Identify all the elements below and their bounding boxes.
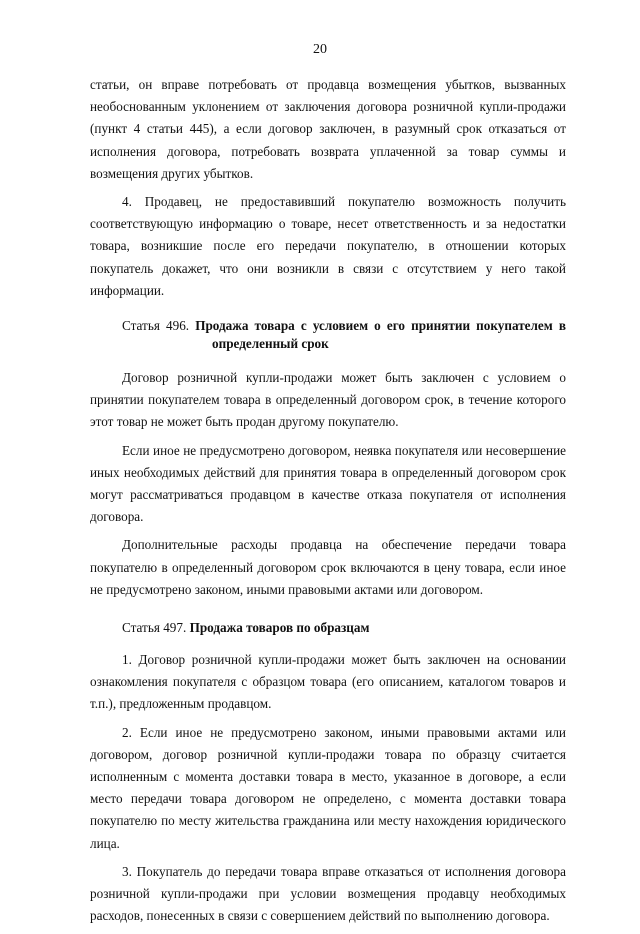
article-497-paragraph-1: 1. Договор розничной купли-продажи может быть заключен на основании ознакомления покупателя с образцом товара (его описанием, каталогом товаров и т.п.), предложенным продавцом.: [90, 652, 566, 712]
document-body: [90, 74, 566, 934]
article-496-number: Статья 496.: [122, 318, 190, 334]
article-497-heading: [90, 619, 566, 637]
page-number: 20: [313, 42, 327, 57]
article-497-number: Статья 497.: [122, 620, 187, 636]
article-496-paragraph-2: Если иное не предусмотрено договором, неявка покупателя или несовершение иных необходимых действий для принятия товара в определенный договором срок могут рассматриваться продавцом в качестве отказа покупателя от исполнения договора.: [90, 442, 566, 525]
article-497-title: Продажа товаров по образцам: [189, 620, 370, 636]
article-497-paragraph-2: 2. Если иное не предусмотрено законом, иными правовыми актами или договором, договор розничной купли-продажи товара по образцу считается исполненным с момента доставки товара в место, указанное в договоре, а если место передачи товара договором не определено, с момента доставки товара покупателю по месту жительства гражданина или месту нахождения юридического лица.: [90, 724, 566, 851]
article-496-paragraph-1: Договор розничной купли-продажи может быть заключен с условием о принятии покупателем товара в определенный договором срок, в течение которого этот товар не может быть продан другому покупателю.: [90, 370, 566, 430]
paragraph-item-4: 4. Продавец, не предоставивший покупателю возможность получить соответствующую информацию о товаре, несет ответственность и за недостатки товара, возникшие после его передачи покупателю, в отношении которых покупатель докажет, что они возникли в связи с отсутствием у него такой информации.: [90, 194, 566, 298]
article-496-heading: [90, 317, 566, 353]
article-496-title: Продажа товара с условием о его принятии покупателем в определенный срок: [195, 318, 566, 352]
paragraph-continuation: статьи, он вправе потребовать от продавца возмещения убытков, вызванных необоснованным уклонением от заключения договора розничной купли-продажи (пункт 4 статьи 445), а если договор заключен, в разумный срок отказаться от исполнения договора, потребовать возврата уплаченной за товар суммы и возмещения других убытков.: [90, 77, 566, 181]
article-497-paragraph-3: 3. Покупатель до передачи товара вправе отказаться от исполнения договора розничной купли-продажи при условии возмещения продавцу необходимых расходов, понесенных в связи с совершением действий по выполнению договора.: [90, 863, 566, 924]
article-496-paragraph-3: Дополнительные расходы продавца на обеспечение передачи товара покупателю в определенный договором срок включаются в цену товара, если иное не предусмотрено законом, иными правовыми актами или договором.: [90, 537, 566, 597]
